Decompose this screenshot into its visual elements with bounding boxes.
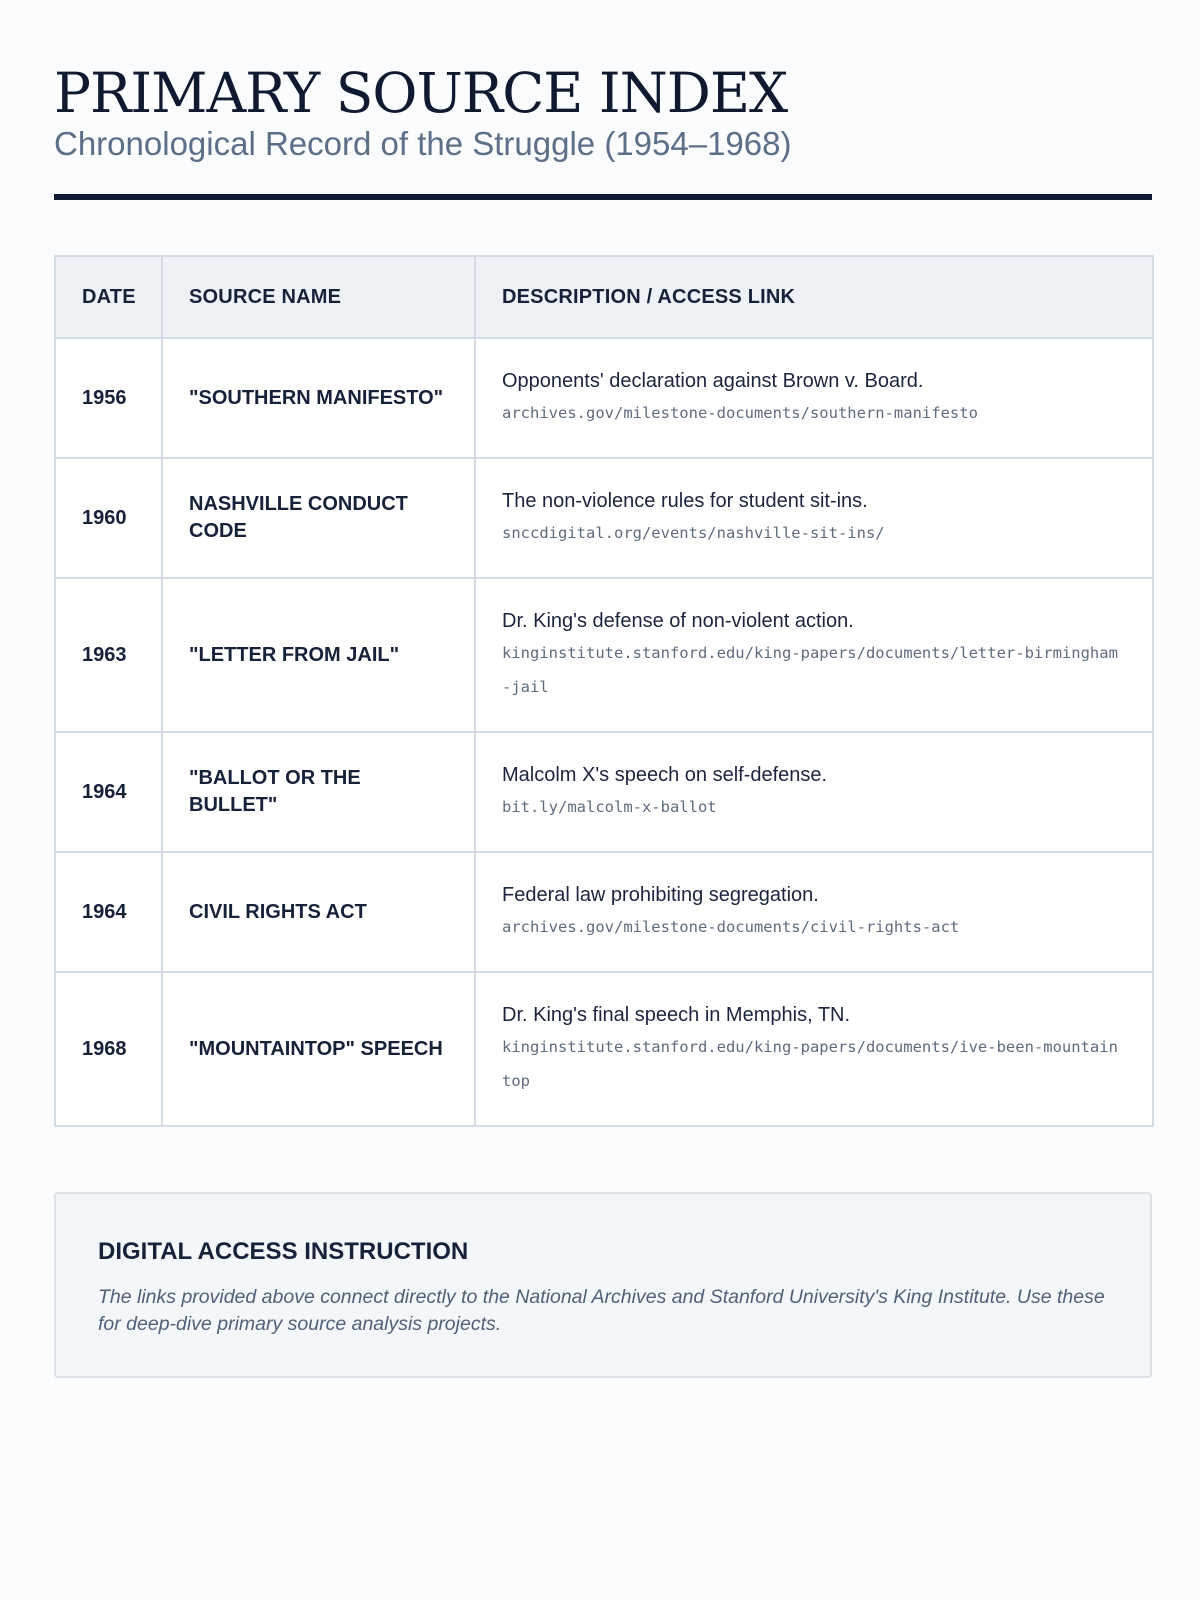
description-text: Dr. King's final speech in Memphis, TN.	[502, 1004, 851, 1026]
table-row	[55, 338, 1153, 458]
date-cell: 1956	[55, 338, 162, 458]
page-title: PRIMARY SOURCE INDEX	[54, 61, 788, 125]
date-cell: 1963	[55, 578, 162, 732]
date-cell: 1960	[55, 458, 162, 578]
column-header-description: DESCRIPTION / ACCESS LINK	[475, 256, 1153, 338]
access-link[interactable]: kinginstitute.stanford.edu/king-papers/documents/letter-birmingham-jail	[502, 644, 1118, 696]
access-link[interactable]: kinginstitute.stanford.edu/king-papers/documents/ive-been-mountaintop	[502, 1038, 1118, 1090]
description-text: Federal law prohibiting segregation.	[502, 884, 819, 906]
digital-access-note	[54, 1192, 1152, 1378]
access-link[interactable]: archives.gov/milestone-documents/southern-manifesto	[502, 404, 978, 422]
source-name-cell: "BALLOT OR THE BULLET"	[162, 732, 475, 852]
description-text: The non-violence rules for student sit-ins.	[502, 490, 868, 512]
date-cell: 1964	[55, 732, 162, 852]
description-cell	[475, 732, 1153, 852]
date-cell: 1964	[55, 852, 162, 972]
table-header-row	[55, 256, 1153, 338]
description-text: Malcolm X's speech on self-defense.	[502, 764, 828, 786]
page-subtitle: Chronological Record of the Struggle (1954–1968)	[54, 125, 792, 162]
description-cell	[475, 338, 1153, 458]
table-row	[55, 852, 1153, 972]
description-text: Opponents' declaration against Brown v. Board.	[502, 370, 924, 392]
description-cell	[475, 578, 1153, 732]
access-link[interactable]: snccdigital.org/events/nashville-sit-ins/	[502, 524, 885, 542]
source-name-cell: "SOUTHERN MANIFESTO"	[162, 338, 475, 458]
description-text: Dr. King's defense of non-violent action.	[502, 610, 854, 632]
source-name-cell: "LETTER FROM JAIL"	[162, 578, 475, 732]
column-header-date: DATE	[55, 256, 162, 338]
description-cell	[475, 458, 1153, 578]
source-name-cell: CIVIL RIGHTS ACT	[162, 852, 475, 972]
source-table	[54, 255, 1154, 1127]
table-row	[55, 732, 1153, 852]
table-row	[55, 578, 1153, 732]
title-divider	[54, 194, 1152, 200]
column-header-source-name: SOURCE NAME	[162, 256, 475, 338]
table-row	[55, 458, 1153, 578]
access-link[interactable]: archives.gov/milestone-documents/civil-rights-act	[502, 918, 960, 936]
access-link[interactable]: bit.ly/malcolm-x-ballot	[502, 798, 717, 816]
description-cell	[475, 852, 1153, 972]
source-name-cell: "MOUNTAINTOP" SPEECH	[162, 972, 475, 1126]
table-row	[55, 972, 1153, 1126]
date-cell: 1968	[55, 972, 162, 1126]
note-body: The links provided above connect directly to the National Archives and Stanford University's King Institute. Use these for deep-dive primary source analysis projects.	[98, 1286, 1105, 1335]
note-heading: DIGITAL ACCESS INSTRUCTION	[98, 1238, 469, 1265]
source-name-cell: NASHVILLE CONDUCT CODE	[162, 458, 475, 578]
description-cell	[475, 972, 1153, 1126]
